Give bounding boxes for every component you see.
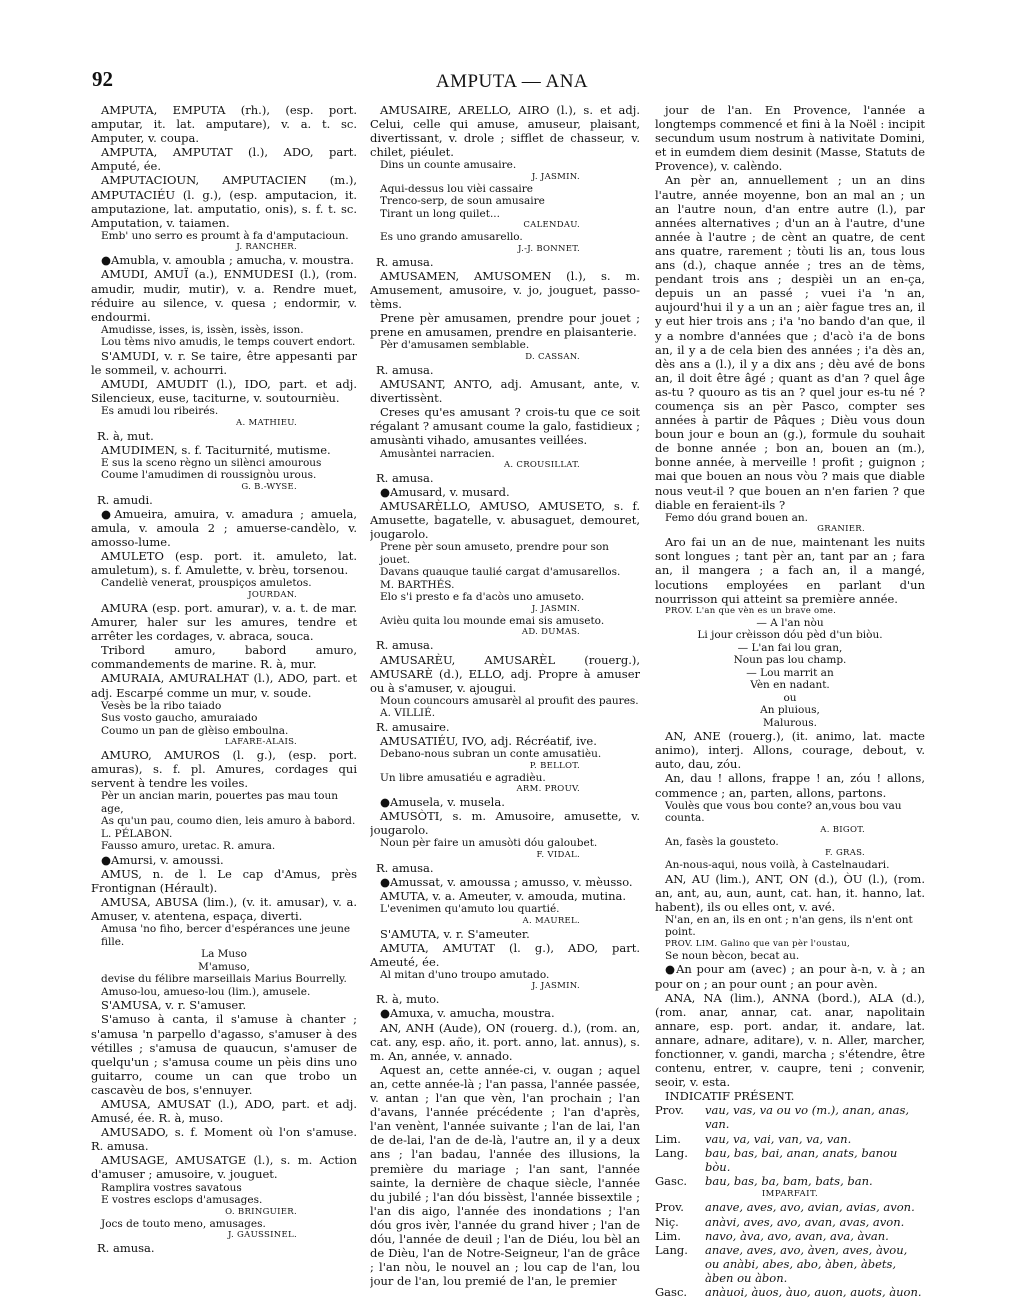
quotation-line: Amusa 'no fiho, bercer d'espérances une jeune fille. <box>101 923 351 948</box>
quotation-line: As qu'un pau, coumo dien, leis amuro à babord. <box>101 815 356 828</box>
quotation-line: Se noun bècon, becat au. <box>665 949 800 962</box>
citation-author: JOURDAN. <box>248 589 297 600</box>
quotation-line: Ramplira vostres savatous <box>101 1181 242 1194</box>
citation-author: D. CASSAN. <box>525 351 580 362</box>
quotation-line: La Muso <box>201 948 247 961</box>
dialect-label: Gasc. <box>655 1173 688 1188</box>
entry-paragraph: ●Amueira, amuira, v. amadura ; amuela, amula, v. amoula 2 ; amuerse-candèlo, v. amosso-lume. <box>91 506 357 550</box>
dialect-label: Lim. <box>655 1131 681 1146</box>
quotation-line: Trenco-serp, de soun amusaire <box>380 195 545 208</box>
entry-paragraph: jour de l'an. En Provence, l'année a longtemps commencé et fini à la Noël : incipit secundum usum nostrum à nativitate Domini, et in eumdem diem desinit (Masse, Statuts de Provence), v. calèndo. <box>655 103 925 174</box>
etymology-ref: R. à, muto. <box>376 992 440 1007</box>
verb-forms: anave, aves, avo, avian, avias, avon. <box>705 1200 915 1215</box>
citation-author: ARM. PROUV. <box>516 784 580 795</box>
quotation-line: Amudisse, isses, is, issèn, issès, isson. <box>101 323 304 336</box>
entry-paragraph: An, dau ! allons, frappe ! an, zóu ! allons, commence ; an, parten, allons, partons. <box>655 771 925 800</box>
citation-author: A. MATHIEU. <box>236 417 297 428</box>
entry-paragraph: AMUTA, AMUTAT (l. g.), ADO, part. Ameuté, ée. <box>370 940 640 969</box>
proverb-line: PROV. L'an que vèn es un brave ome. <box>665 605 837 616</box>
verb-forms: vau, va, vai, van, va, van. <box>705 1131 852 1146</box>
citation-author: J. JASMIN. <box>531 171 580 182</box>
entry-paragraph: AMUSANT, ANTO, adj. Amusant, ante, v. divertissènt. <box>370 377 640 406</box>
citation-author: A. MAUREL. <box>522 915 580 926</box>
entry-paragraph: AMURAIA, AMURALHAT (l.), ADO, part. et adj. Escarpé comme un mur, v. soude. <box>91 671 357 700</box>
verb-forms: navo, àva, avo, avan, ava, àvan. <box>705 1228 889 1243</box>
quotation-line: Al mitan d'uno troupo amutado. <box>380 968 550 981</box>
citation-author: O. BRINGUIER. <box>225 1206 297 1217</box>
dialect-label: Lang. <box>655 1145 688 1160</box>
quotation-line: L'evenimen qu'amuto lou quartié. <box>380 903 560 916</box>
entry-paragraph: ●Amuxa, v. amucha, moustra. <box>380 1006 555 1021</box>
quotation-line: ou <box>783 691 797 704</box>
quotation-line: Vesès be la ribo taiado <box>101 699 222 712</box>
quotation-line: An-nous-aqui, nous voilà, à Castelnaudari. <box>665 859 890 872</box>
quotation-line: Elo s'i presto e fa d'acòs uno amuseto. <box>380 591 585 604</box>
proverb-line: PROV. LIM. Galino que van pèr l'oustau, <box>665 938 850 949</box>
entry-paragraph: AN, ANH (Aude), ON (rouerg. d.), (rom. an, cat. any, esp. año, it. port. anno, lat. annus), s. m. An, année, v. annado. <box>370 1020 640 1063</box>
entry-paragraph: S'amuso à canta, il s'amuse à chanter ; s'amusa 'n parpello d'agasso, s'amuser à des vétilles ; s'amusa de quaucun, s'amuser de quelqu'un ; s'amusa coume un pèis dins uno guitarro, coume un can que trobo un cascavèu de bos, s'ennuyer. <box>91 1012 357 1097</box>
quotation-line: devise du félibre marseillais Marius Bourrelly. <box>101 973 347 986</box>
etymology-ref: R. amusa. <box>376 638 434 653</box>
etymology-ref: R. amusa. <box>97 1241 155 1256</box>
quotation-line: Vèn en nadant. <box>750 679 830 692</box>
quotation-line: Coume l'amudimen di roussignòu urous. <box>101 469 317 482</box>
citation-author: G. B.-WYSE. <box>241 481 297 492</box>
entry-paragraph: Creses qu'es amusant ? crois-tu que ce soit régalant ? amusant coume la galo, fastidieux ; amusànti vihado, amusantes veillées. <box>370 405 640 448</box>
entry-paragraph: AMUSAGE, AMUSATGE (l.), s. m. Action d'amuser ; amusoire, v. jouguet. <box>91 1153 357 1182</box>
entry-paragraph: AMPUTA, AMPUTAT (l.), ADO, part. Amputé, ée. <box>91 145 357 174</box>
quotation-line: Li jour crèisson dóu pèd d'un biòu. <box>697 629 883 642</box>
quotation-line: Noun pas lou champ. <box>733 654 847 667</box>
entry-paragraph: AMUSÒTI, s. m. Amusoire, amusette, v. jougarolo. <box>370 809 640 838</box>
verb-forms: bau, bas, ba, bam, bats, ban. <box>705 1173 873 1188</box>
entry-paragraph: AMULETO (esp. port. it. amuleto, lat. amuletum), s. f. Amulette, v. brèu, torsenou. <box>91 549 357 578</box>
quotation-line: Avièu quita lou mounde emai sis amuseto. <box>380 614 605 627</box>
quotation-line: Amuso-lou, amueso-lou (lim.), amusele. <box>101 985 311 998</box>
entry-paragraph: AMUSA, ABUSA (lim.), (v. it. amusar), v. a. Amuser, v. atentena, espaça, diverti. <box>91 895 357 924</box>
page-title: AMPUTA — ANA <box>435 71 589 92</box>
entry-paragraph: Prene pèr amusamen, prendre pour jouet ; prene en amusamen, prendre en plaisanterie. <box>370 311 640 340</box>
citation-author: F. GRAS. <box>825 848 865 859</box>
column-left <box>91 103 357 1298</box>
quotation-line: Tirant un long quilet... <box>380 207 500 220</box>
etymology-ref: R. amusaire. <box>376 719 450 734</box>
etymology-ref: R. amusa. <box>376 860 434 875</box>
quotation-line: — L'an fai lou gran, <box>737 641 843 654</box>
entry-paragraph: ●An pour am (avec) ; an pour à-n, v. à ; an pour on ; an pour ount ; an pour avèn. <box>655 962 925 991</box>
quotation-line: Moun councours amusarèl al proufit des paures. <box>380 694 639 707</box>
entry-paragraph: S'AMUSA, v. r. S'amuser. <box>101 998 247 1013</box>
verb-forms: anàvi, aves, avo, avan, avas, avon. <box>705 1214 905 1229</box>
citation-author: J. JASMIN. <box>531 603 580 614</box>
quotation-line: Candeliè venerat, prouspiços amuletos. <box>101 577 312 590</box>
citation-author: J. GAUSSINEL. <box>228 1230 297 1241</box>
entry-paragraph: AN, AU (lim.), ANT, ON (d.), ÒU (l.), (rom. an, ant, au, aun, aunt, cat. han, it. hanno, lat. habent), ils ou elles ont, v. avé. <box>655 871 925 914</box>
quotation-line: Sus vosto gaucho, amuraiado <box>101 712 258 725</box>
quotation-line: L. PÉLABON. <box>101 827 173 840</box>
entry-paragraph: Aro fai un an de nue, maintenant les nuits sont longues ; tant pèr an, tant par an ; fara an, il mangera ; a fach an, il a mangé, locutions employées en parlant d'un nourrisson qui atteint sa première année. <box>655 535 925 606</box>
dialect-label: Niç. <box>655 1214 679 1229</box>
dialect-label: Gasc. <box>655 1285 688 1298</box>
entry-paragraph: ANA, NA (lim.), ANNA (bord.), ALA (d.), (rom. anar, annar, cat. anar, napolitain annare, esp. port. andar, it. andare, lat. annare, adnare, aditare), v. n. Aller, marcher, fonctionner, v. gandi, marcha ; s'étendre, être contenu, entrer, v. caupre, teni ; convenir, seoir, v. esta. <box>655 990 925 1090</box>
entry-paragraph: Aquest an, cette année-ci, v. ougan ; aquel an, cette année-là ; l'an passa, l'année passée, v. antan ; l'an que vèn, l'an prochain ; l'an d'avans, l'année précédente ; l'an d'après, l'an venènt, l'année suivante ; l'an de lai, l'an de de-lai, l'an de de-là, l'autre an, il y a deux ans ; l'an badau, l'année des illusions, la première du mariage ; l'an sant, l'année sainte, la dernière de chaque siècle, l'année du jubilé ; l'an dóu bissèst, l'année bissextile ; l'an dis aigo, l'année des inondations ; l'an dóu gros ivèr, l'année du grand hiver ; l'an de dóu, l'année de deuil ; l'an de Diéu, lou bèl an de Dièu, l'an de Notre-Seigneur, l'an de grâce ; l'an nòu, le nouvel an ; lou cap de l'an, lou jour de l'an, lou premié de l'an, le premier <box>370 1062 640 1289</box>
etymology-ref: R. amudi. <box>97 492 153 507</box>
entry-paragraph: AMURO, AMUROS (l. g.), (esp. port. amuras), s. f. pl. Amures, cordages qui servent à tendre les voiles. <box>91 748 357 791</box>
quotation-line: Pèr un ancian marin, pouertes pas mau toun age, <box>101 790 338 815</box>
citation-author: GRANIER. <box>817 524 865 535</box>
column-middle <box>370 103 640 1298</box>
quotation-line: Femo dóu grand bouen an. <box>665 511 808 524</box>
verb-forms: anàuoi, àuos, àuo, auon, auots, àuon. <box>705 1285 922 1298</box>
quotation-line: Es amudi lou ribeirés. <box>101 405 219 418</box>
citation-author: J. RANCHER. <box>236 242 297 253</box>
entry-paragraph: S'AMUTA, v. r. S'ameuter. <box>380 926 530 941</box>
quotation-line: A. VILLIÉ. <box>380 707 436 720</box>
entry-paragraph: An pèr an, annuellement ; un an dins l'autre, année moyenne, bon an mal an ; un an l'autre noun, d'an entre autre (l.), par années alternatives ; d'un an à l'autre, d'une année à l'autre ; de cènt an quatre, de cent ans quatre, rarement ; tòuti lis an, tous lous ans (d.), chaque année ; tres an de tèms, pendant trois ans ; despièi un an en-ça, depuis un an passé ; vuei i'a 'n an, aujourd'hui il y a un an ; aièr fague tres an, il y eut hier trois ans ; i'a 'no bando d'an que, il y a nombre d'années que ; d'acò i'a de bons an, il y a de cela bien des années ; i'a dès an, dès ans a (l.), il y a dix ans ; dèu avé de bons an, il doit être âgé ; quant as d'an ? quel âge as-tu ? quouro as tis an ? quel jour es-tu né ? coumença sis an pèr Pasco, compter ses années à partir de Pâques ; Dièu vous doun boun jour e boun an (g.), formule du souhait de bonne année ; bon an, bouen an (m.), bonne année, à merveille ! profit ; guignon ; mai que bouen an nous vòu ? mais que diable nous veut-il ? que bouen an n'en farien ? que diable en feraient-ils ? <box>655 173 925 512</box>
etymology-ref: R. amusa. <box>376 254 434 269</box>
entry-paragraph: AMPUTACIOUN, AMPUTACIEN (m.), AMPUTACIÉU (l. g.), (esp. amputacion, it. amputazione, lat. amputatio, onis), s. f. t. sc. Amputation, v. taiamen. <box>91 173 357 230</box>
entry-paragraph: ●Amursi, v. amoussi. <box>101 852 224 867</box>
quotation-line: Aqui-dessus lou vièi cassaire <box>380 182 533 195</box>
column-right <box>655 103 925 1298</box>
dialect-label: Lang. <box>655 1242 688 1257</box>
citation-author: AD. DUMAS. <box>521 627 580 638</box>
etymology-ref: R. amusa. <box>376 471 434 485</box>
quotation-line: — Lou marrit an <box>746 666 834 679</box>
entry-paragraph: S'AMUDI, v. r. Se taire, être appesanti par le sommeil, v. achourri. <box>91 348 357 377</box>
quotation-line: Malurous. <box>763 716 817 729</box>
quotation-line: Es uno grando amusarello. <box>380 231 523 244</box>
citation-author: A. CROUSILLAT. <box>503 460 580 470</box>
entry-paragraph: AMUSAIRE, ARELLO, AIRO (l.), s. et adj. Celui, celle qui amuse, amuseur, plaisant, divertissant, v. drole ; sifflet de chasseur, v. chilet, piéulet. <box>370 103 640 160</box>
entry-paragraph: AMUSARÈLLO, AMUSO, AMUSETO, s. f. Amusette, bagatelle, v. abusaguet, demouret, jougarolo. <box>370 499 640 542</box>
entry-paragraph: Tribord amuro, babord amuro, commandements de marine. R. à, mur. <box>91 643 357 672</box>
entry-paragraph: AMUDIMEN, s. f. Taciturnité, mutisme. <box>101 442 331 457</box>
page-number: 92 <box>92 67 113 91</box>
dialect-label: Prov. <box>655 1200 684 1215</box>
quotation-line: Debano-nous subran un conte amusatièu. <box>380 748 602 761</box>
quotation-line: Prene pèr soun amuseto, prendre pour son jouet. <box>380 541 609 566</box>
entry-paragraph: AMUS, n. de l. Le cap d'Amus, près Frontignan (Hérault). <box>91 866 357 896</box>
citation-author: J.-J. BONNET. <box>518 243 580 254</box>
entry-paragraph: AMUDI, AMUDIT (l.), IDO, part. et adj. Silencieux, euse, taciturne, v. soutournièu. <box>91 377 357 406</box>
quotation-line: Un libre amusatiéu e agradièu. <box>380 771 546 784</box>
quotation-line: M. BARTHÉS. <box>380 578 455 591</box>
quotation-line: An pluious, <box>760 704 820 717</box>
entry-paragraph: AMPUTA, EMPUTA (rh.), (esp. port. amputar, it. lat. amputare), v. a. t. sc. Amputer, v. coupa. <box>91 103 357 146</box>
citation-author: CALENDAU. <box>523 220 580 231</box>
quotation-line: Dins un counte amusaire. <box>380 159 517 172</box>
citation-author: P. BELLOT. <box>529 760 580 771</box>
quotation-line: Emb' uno serro es proumt à fa d'amputacioun. <box>101 229 349 242</box>
imparfait-heading: IMPARFAIT. <box>761 1188 819 1199</box>
quotation-line: M'amuso, <box>198 960 250 973</box>
quotation-line: Lou tèms nivo amudis, le temps couvert endort. <box>101 336 356 349</box>
entry-paragraph: AMURA (esp. port. amurar), v. a. t. de mar. Amurer, haler sur les amures, tendre et arrêter les cordages, v. abraca, souca. <box>91 600 357 644</box>
etymology-ref: R. amusa. <box>376 362 434 377</box>
citation-author: J. JASMIN. <box>531 981 580 992</box>
dialect-label: Lim. <box>655 1228 681 1243</box>
quotation-line: Pèr d'amusamen semblable. <box>380 339 530 352</box>
dialect-label: Prov. <box>655 1103 684 1118</box>
entry-paragraph: AMUDI, AMUÏ (a.), ENMUDESI (l.), (rom. amudir, mudir, mutir), v. a. Rendre muet, réduire au silence, v. quesa ; endormir, v. endourmi. <box>91 267 357 324</box>
quotation-line: An, fasès la gousteto. <box>665 835 779 848</box>
entry-paragraph: AMUSADO, s. f. Moment où l'on s'amuse. R. amusa. <box>91 1125 357 1154</box>
verb-forms: vau, vas, va ou vo (m.), anan, anas, van. <box>705 1103 910 1132</box>
quotation-line: Jocs de touto meno, amusages. <box>101 1217 266 1230</box>
quotation-line: Davans quauque taulié cargat d'amusarellos. <box>380 566 621 579</box>
quotation-line: E vostres esclops d'amusages. <box>101 1194 263 1207</box>
entry-paragraph: AMUSA, AMUSAT (l.), ADO, part. et adj. Amusé, ée. R. à, muso. <box>91 1097 357 1126</box>
entry-paragraph: ●Amusard, v. musard. <box>380 485 510 500</box>
citation-author: A. BIGOT. <box>820 824 865 835</box>
verb-forms: bau, bas, bai, anan, anats, banou bòu. <box>705 1145 898 1174</box>
entry-paragraph: AMUTA, v. a. Ameuter, v. amouda, mutina. <box>380 889 627 903</box>
etymology-ref: R. à, mut. <box>97 428 154 443</box>
entry-paragraph: INDICATIF PRÉSENT. <box>665 1089 795 1104</box>
citation-author: F. VIDAL. <box>536 849 580 860</box>
entry-paragraph: ●Amubla, v. amoubla ; amucha, v. moustra. <box>101 253 354 268</box>
entry-paragraph: AN, ANE (rouerg.), (it. animo, lat. macte animo), interj. Allons, courage, debout, v. auto, dau, zóu. <box>655 729 925 772</box>
entry-paragraph: AMUSAMEN, AMUSOMEN (l.), s. m. Amusement, amusoire, v. jo, jouguet, passo-tèms. <box>370 268 640 312</box>
quotation-line: N'an, en an, ils en ont ; n'an gens, ils n'ent ont point. <box>665 913 913 939</box>
citation-author: LAFARE-ALAIS. <box>224 737 297 748</box>
conjugation-imparfait-table <box>655 1200 925 1298</box>
quotation-line: Voulès que vous bou conte? an,vous bou vau counta. <box>665 799 902 825</box>
entry-paragraph: AMUSARÈU, AMUSARÈL (rouerg.), AMUSARÈ (d.), ELLO, adj. Propre à amuser ou à s'amuser, v. ajougui. <box>370 652 640 695</box>
quotation-line: Noun pèr faire un amusòti dóu galoubet. <box>380 837 598 850</box>
entry-paragraph: AMUSATIÉU, IVO, adj. Récréatif, ive. <box>380 733 597 748</box>
quotation-line: Fausso amuro, uretac. R. amura. <box>101 840 276 853</box>
entry-paragraph: ●Amusela, v. musela. <box>380 795 505 810</box>
quotation-line: — A l'an nòu <box>756 616 824 629</box>
quotation-line: E sus la sceno règno un silènci amourous <box>101 456 322 469</box>
verb-forms: anave, aves, avo, àven, aves, àvou, ou anàbi, abes, abo, àben, àbets, àben ou àbon. <box>705 1242 908 1285</box>
entry-paragraph: ●Amussat, v. amoussa ; amusso, v. mèusso. <box>380 874 633 889</box>
quotation-line: Coumo un pan de glèiso emboulna. <box>101 724 289 737</box>
conjugation-present-table <box>655 1103 925 1188</box>
quotation-line: Amusàntei narracien. <box>380 447 495 460</box>
